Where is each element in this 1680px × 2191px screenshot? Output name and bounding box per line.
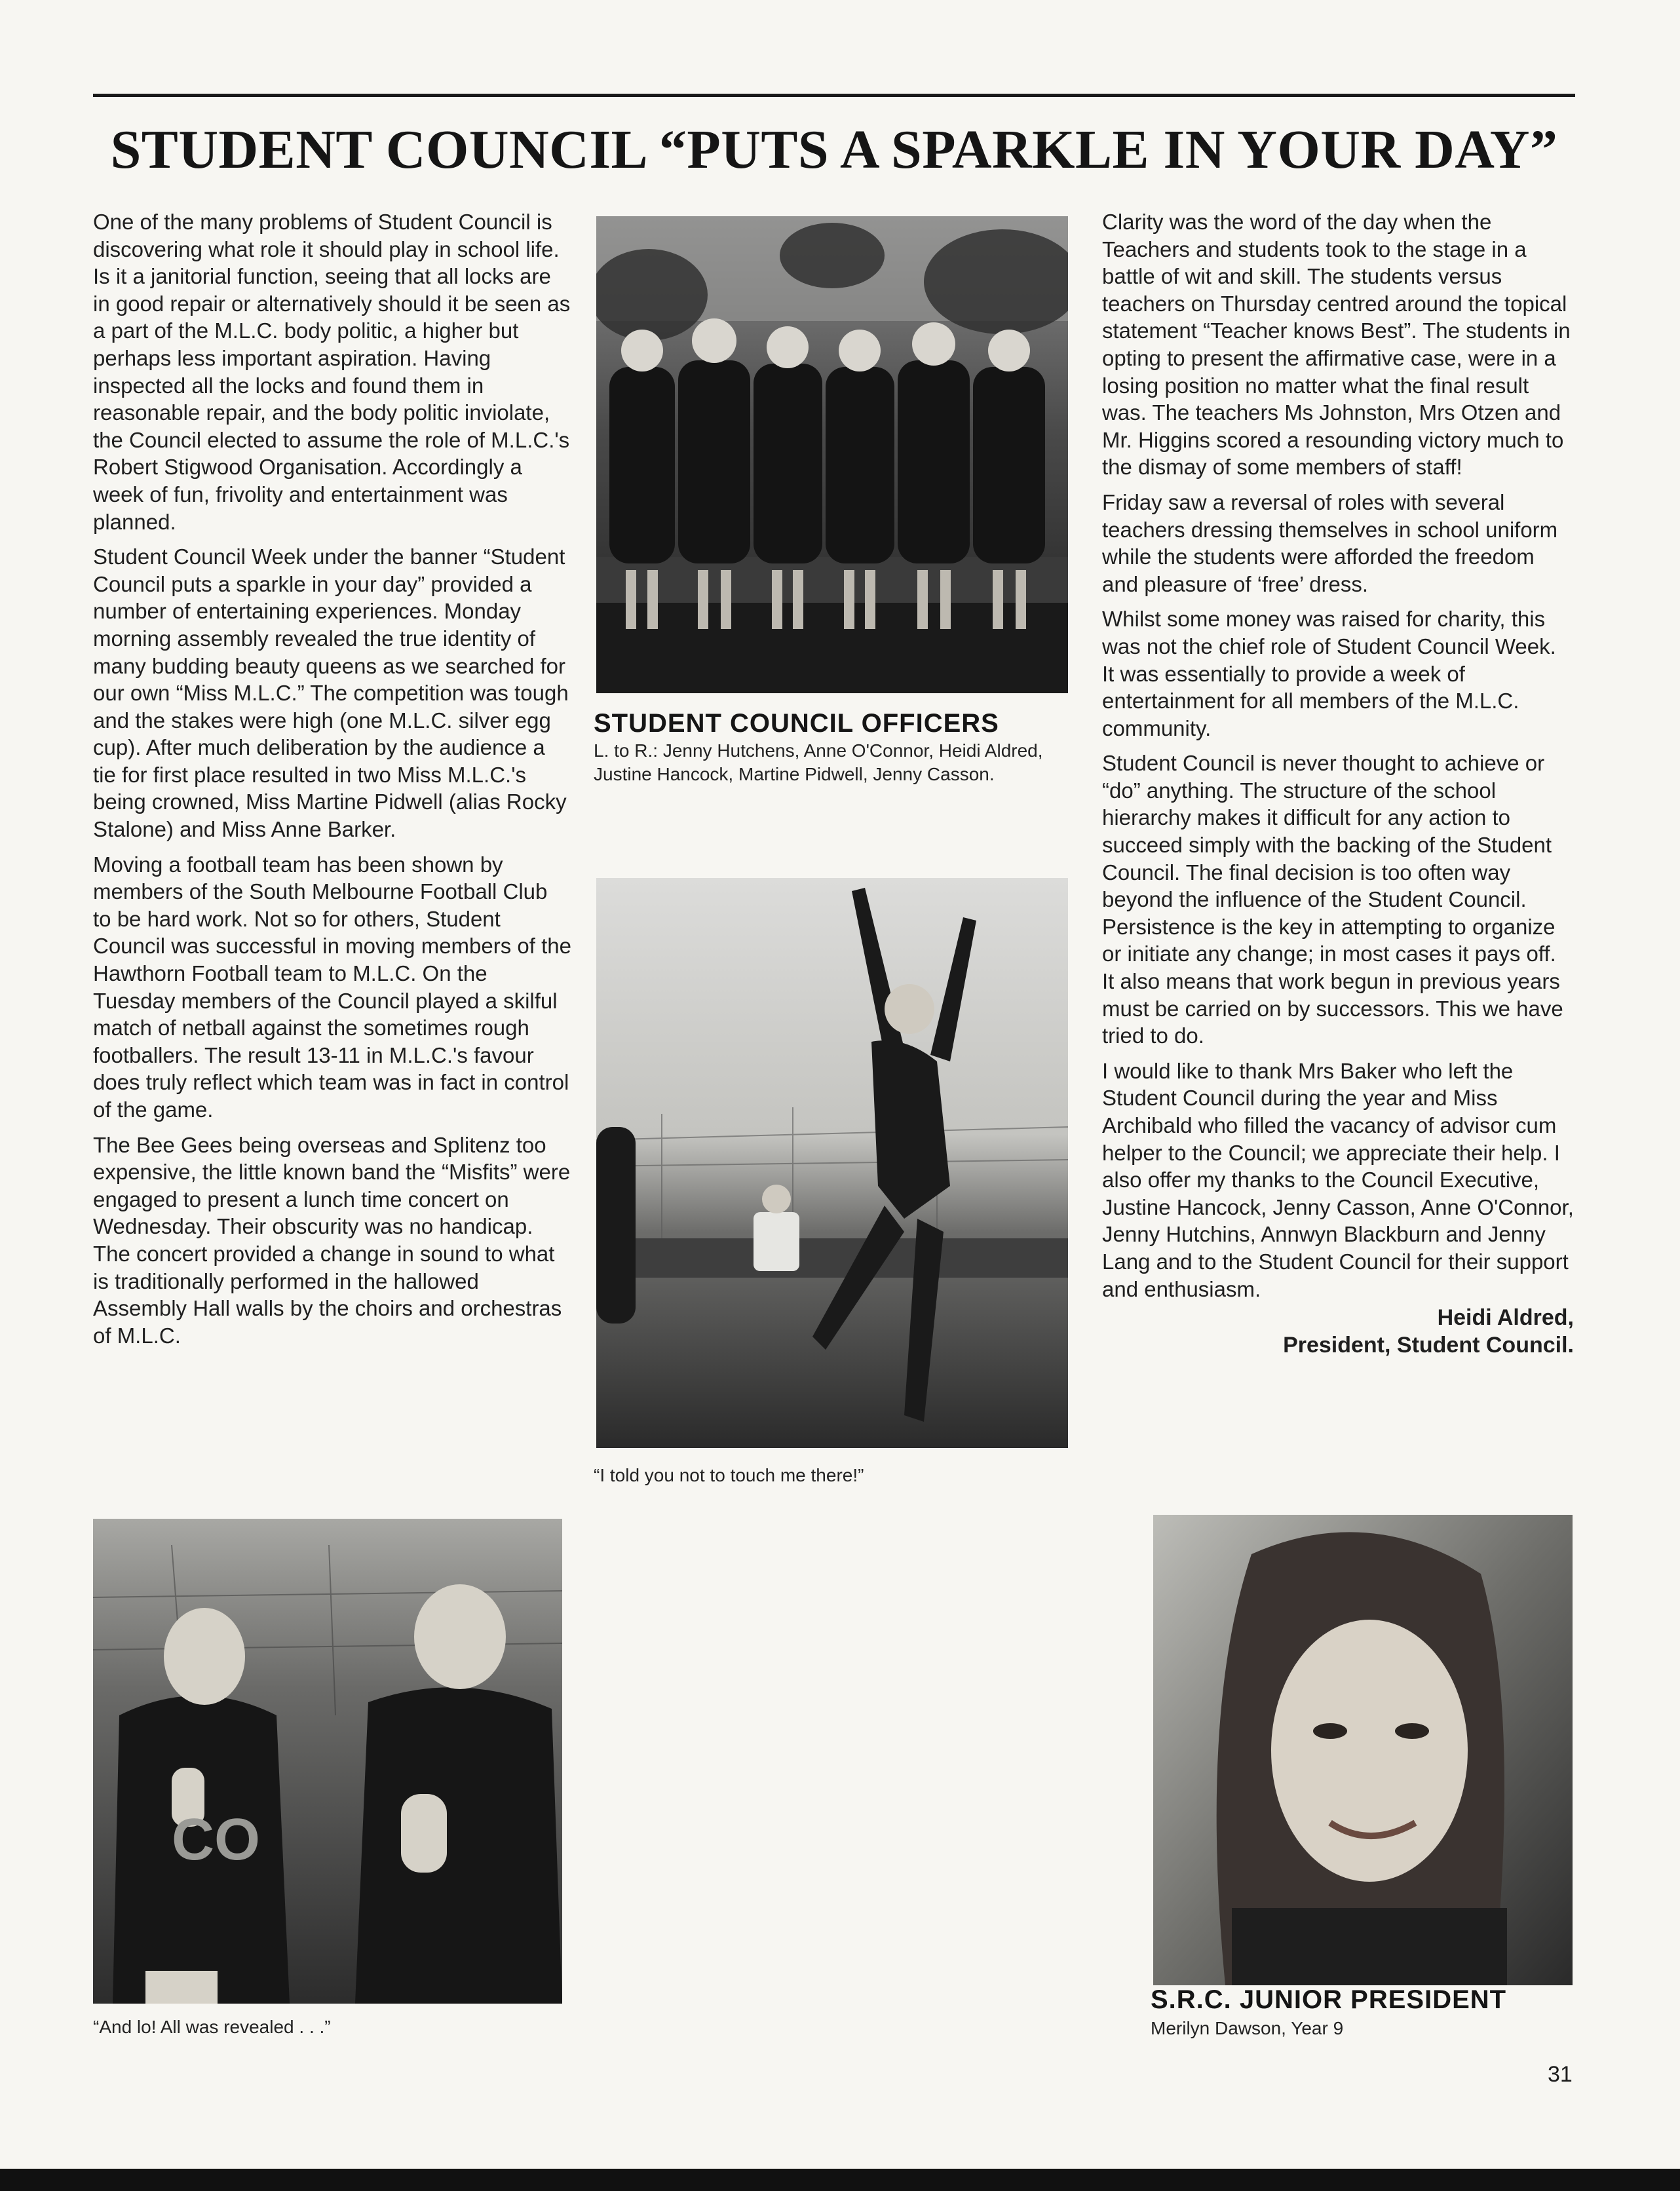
photo-netball-jump xyxy=(596,878,1068,1448)
right-paragraph-1: Clarity was the word of the day when the Teachers and students took to the stage in a battle of wit and skill. The students versus teachers on Thursday centred around the topical statement “Teacher knows Best”. The students in opting to present the affirmative case, were in a losing position no matter what the final result was. The teachers Ms Johnston, Mrs Otzen and Mr. Higgins scored a resounding victory much to the dismay of some members of staff! xyxy=(1102,210,1571,480)
photo-junior-president xyxy=(1153,1515,1573,1985)
photo-student-council-officers xyxy=(596,216,1068,693)
left-paragraph-1: One of the many problems of Student Council is discovering what role it should play in school life. Is it a janitorial function, seeing that all locks are in good repair or alternatively should it be seen as a part of the M.L.C. body politic, a higher but perhaps less important aspiration. Having inspected all the locks and found them in reasonable repair, and the body politic inviolate, the Council elected to assume the role of M.L.C.'s Robert Stigwood Organisation. Accordingly a week of fun, frivolity and entertainment was planned. xyxy=(93,210,571,534)
left-paragraph-2: Student Council Week under the banner “Student Council puts a sparkle in your day” provided a number of entertaining experiences. Monday morning assembly revealed the true identity of many budding beauty queens as we searched for our own “Miss M.L.C.” The competition was tough and the stakes were high (one M.L.C. silver egg cup). After much deliberation by the audience a tie for first place resulted in two Miss M.L.C.'s being crowned, Miss Martine Pidwell (alias Rocky Stalone) and Miss Anne Barker. xyxy=(93,544,569,842)
caption-title-officers: STUDENT COUNCIL OFFICERS xyxy=(594,709,999,738)
right-paragraph-5: I would like to thank Mrs Baker who left the Student Council during the year and Miss Archibald who filled the vacancy of advisor cum helper to the Council; we appreciate their help. I also offer my thanks to the Council Executive, Justine Hancock, Jenny Casson, Anne O'Connor, Jenny Hutchins, Annwyn Blackburn and Jenny Lang and to the Student Council for their support and enthusiasm. xyxy=(1102,1058,1574,1301)
headline: STUDENT COUNCIL “PUTS A SPARKLE IN YOUR DAY” xyxy=(110,119,1558,180)
right-column xyxy=(1102,208,1574,1359)
left-paragraph-4: The Bee Gees being overseas and Splitenz too expensive, the little known band the “Misfits” were engaged to present a lunch time concert on Wednesday. Their obscurity was no handicap. The concert provided a change in sound to what is traditionally performed in the hallowed Assembly Hall walls by the choirs and orchestras of M.L.C. xyxy=(93,1132,571,1348)
caption-text-junior: Merilyn Dawson, Year 9 xyxy=(1151,2018,1344,2038)
right-paragraph-2: Friday saw a reversal of roles with several teachers dressing themselves in school uniform while the students were afforded the freedom and pleasure of ‘free’ dress. xyxy=(1102,489,1558,596)
left-paragraph-3: Moving a football team has been shown by members of the South Melbourne Football Club to be hard work. Not so for others, Student Council was successful in moving members of the Hawthorn Football team to M.L.C. On the Tuesday members of the Council played a skilful match of netball against the sometimes rough footballers. The result 13-11 in M.L.C.'s favour does truly reflect which team was in fact in control of the game. xyxy=(93,852,571,1122)
caption-revealed: “And lo! All was revealed . . .” xyxy=(93,2017,331,2037)
top-rule xyxy=(93,94,1575,97)
caption-netball: “I told you not to touch me there!” xyxy=(594,1465,864,1485)
page-number: 31 xyxy=(1548,2062,1573,2087)
signature-title: President, Student Council. xyxy=(1283,1333,1574,1358)
signature-name: Heidi Aldred, xyxy=(1437,1305,1574,1331)
photo-all-revealed xyxy=(93,1519,562,2004)
svg-text:CO: CO xyxy=(172,1807,260,1873)
caption-title-junior: S.R.C. JUNIOR PRESIDENT xyxy=(1151,1985,1507,2014)
scan-bottom-edge xyxy=(0,2169,1680,2191)
caption-text-officers: L. to R.: Jenny Hutchens, Anne O'Connor, Heidi Aldred, Justine Hancock, Martine Pidwell, Jenny Casson. xyxy=(594,740,1043,784)
right-paragraph-3: Whilst some money was raised for charity, this was not the chief role of Student Council Week. It was essentially to provide a week of entertainment for all members of the M.L.C. community. xyxy=(1102,607,1556,740)
left-column xyxy=(93,208,571,1357)
right-paragraph-4: Student Council is never thought to achieve or “do” anything. The structure of the school hierarchy makes it difficult for any action to succeed simply with the backing of the Student Council. The final decision is too often way beyond the influence of the Student Council. Persistence is the key in attempting to organize or initiate any change; in most cases it pays off. It also means that work begun in previous years must be carried on by successors. This we have tried to do. xyxy=(1102,751,1563,1048)
